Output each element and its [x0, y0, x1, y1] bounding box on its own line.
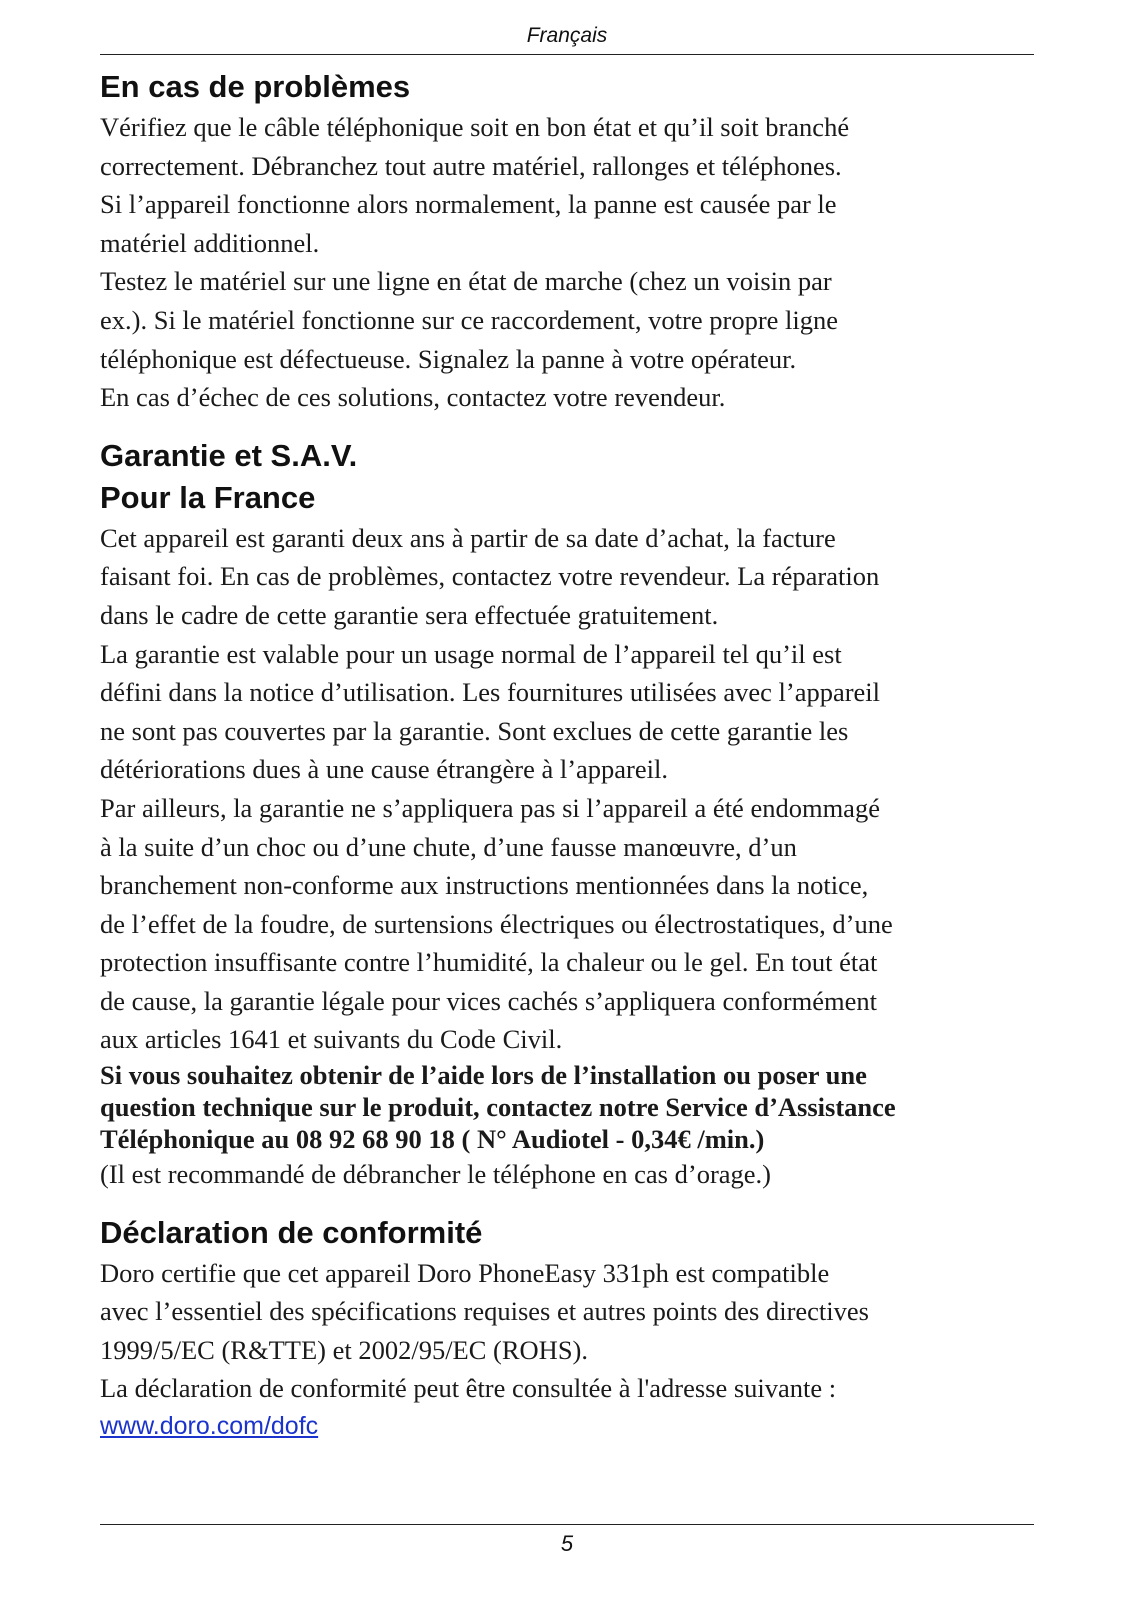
- warranty-line: aux articles 1641 et suivants du Code Civil.: [100, 1024, 563, 1055]
- conformity-line: avec l’essentiel des spécifications requises et autres points des directives: [100, 1296, 869, 1327]
- warranty-line: détériorations dues à une cause étrangère à l’appareil.: [100, 754, 668, 785]
- warranty-line: dans le cadre de cette garantie sera effectuée gratuitement.: [100, 599, 719, 630]
- section-title-warranty: Garantie et S.A.V.: [100, 437, 358, 473]
- warranty-line: à la suite d’un choc ou d’une chute, d’une fausse manœuvre, d’un: [100, 831, 797, 862]
- assistance-line: Si vous souhaitez obtenir de l’aide lors de l’installation ou poser une: [100, 1060, 867, 1091]
- conformity-line: La déclaration de conformité peut être consultée à l'adresse suivante :: [100, 1373, 837, 1404]
- warranty-line: faisant foi. En cas de problèmes, contactez votre revendeur. La réparation: [100, 561, 880, 592]
- manual-page: [100, 0, 1034, 1601]
- section-title-conformity: Déclaration de conformité: [100, 1214, 483, 1250]
- warranty-line: ne sont pas couvertes par la garantie. Sont exclues de cette garantie les: [100, 715, 849, 746]
- warranty-line: protection insuffisante contre l’humidité, la chaleur ou le gel. En tout état: [100, 947, 878, 978]
- problems-line: ex.). Si le matériel fonctionne sur ce raccordement, votre propre ligne: [100, 304, 839, 335]
- section-title-problems: En cas de problèmes: [100, 69, 411, 104]
- problems-line: téléphonique est défectueuse. Signalez la panne à votre opérateur.: [100, 343, 797, 374]
- footer-rule: [100, 1524, 1034, 1525]
- warranty-line: Cet appareil est garanti deux ans à partir de sa date d’achat, la facture: [100, 522, 836, 553]
- problems-line: Vérifiez que le câble téléphonique soit en bon état et qu’il soit branché: [100, 112, 850, 142]
- conformity-link[interactable]: www.doro.com/dofc: [100, 1412, 319, 1441]
- warranty-line: Par ailleurs, la garantie ne s’appliquera pas si l’appareil a été endommagé: [100, 792, 880, 823]
- problems-line: correctement. Débranchez tout autre matériel, rallonges et téléphones.: [100, 150, 842, 181]
- warranty-line: de l’effet de la foudre, de surtensions électriques ou électrostatiques, d’une: [100, 908, 893, 939]
- warranty-line: défini dans la notice d’utilisation. Les fournitures utilisées avec l’appareil: [100, 677, 881, 708]
- conformity-line: Doro certifie que cet appareil Doro PhoneEasy 331ph est compatible: [100, 1257, 830, 1288]
- assistance-phone-line: Téléphonique au 08 92 68 90 18 ( N° Audiotel - 0,34€ /min.): [100, 1124, 765, 1155]
- assistance-line: question technique sur le produit, contactez notre Service d’Assistance: [100, 1092, 896, 1123]
- warranty-line: branchement non-conforme aux instructions mentionnées dans la notice,: [100, 870, 869, 901]
- header-rule: [100, 54, 1034, 55]
- page-number: 5: [560, 1531, 574, 1556]
- storm-note: (Il est recommandé de débrancher le téléphone en cas d’orage.): [100, 1159, 771, 1190]
- subsection-title-france: Pour la France: [100, 479, 316, 515]
- warranty-line: La garantie est valable pour un usage normal de l’appareil tel qu’il est: [100, 638, 842, 669]
- running-header-language: Français: [526, 24, 608, 47]
- page-content: [100, 66, 1034, 1444]
- problems-line: Testez le matériel sur une ligne en état de marche (chez un voisin par: [100, 266, 832, 297]
- problems-line: En cas d’échec de ces solutions, contactez votre revendeur.: [100, 382, 726, 413]
- problems-line: Si l’appareil fonctionne alors normalement, la panne est causée par le: [100, 189, 837, 220]
- warranty-line: de cause, la garantie légale pour vices cachés s’appliquera conformément: [100, 985, 877, 1016]
- problems-line: matériel additionnel.: [100, 227, 320, 258]
- conformity-line: 1999/5/EC (R&TTE) et 2002/95/EC (ROHS).: [100, 1334, 589, 1365]
